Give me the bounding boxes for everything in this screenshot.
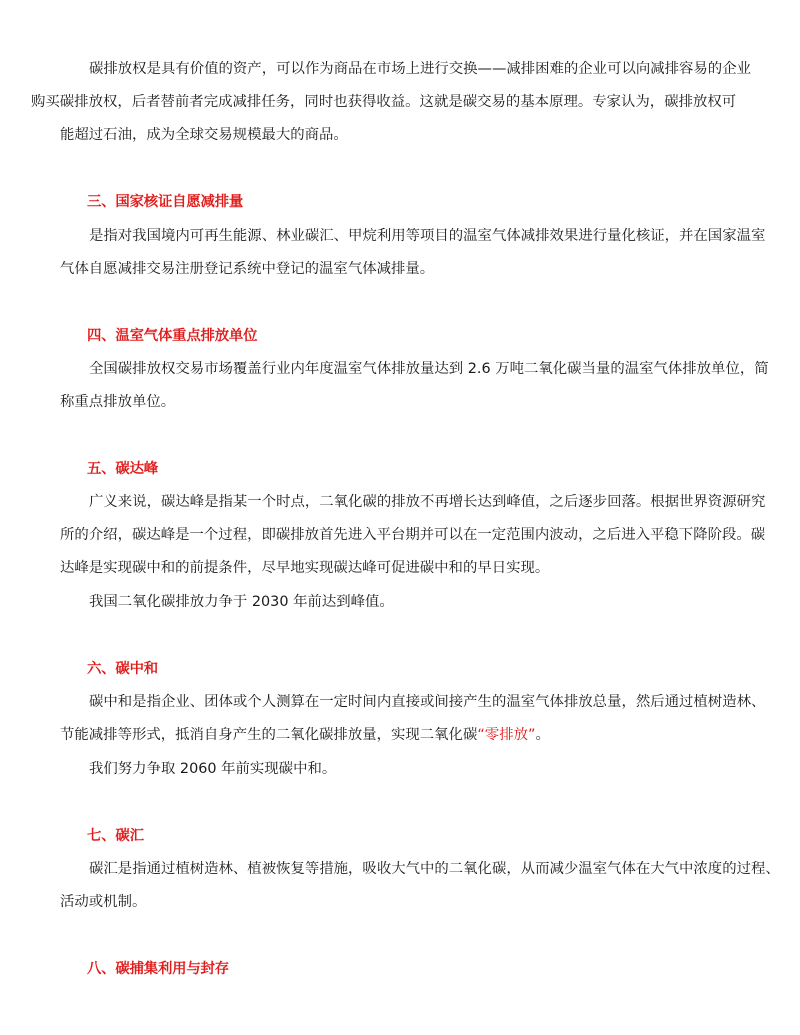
paragraph-carbon-trading	[31, 53, 751, 153]
zero-emission-highlight: “零排放”	[477, 727, 536, 744]
text-segment: 。	[535, 727, 550, 744]
text-line: 气体自愿减排交易注册登记系统中登记的温室气体减排量。	[60, 261, 435, 278]
section-heading-4: 四、温室气体重点排放单位	[87, 328, 258, 344]
section-heading-5: 五、碳达峰	[87, 461, 158, 477]
text-line: 达峰是实现碳中和的前提条件，尽早地实现碳达峰可促进碳中和的早日实现。	[60, 560, 550, 577]
text-line: 我国二氧化碳排放力争于 2030 年前达到峰值。	[89, 594, 394, 610]
section-6-body	[60, 686, 766, 752]
text-line	[31, 719, 748, 752]
section-5-body	[60, 486, 766, 586]
section-3-body	[60, 220, 766, 286]
text-line: 所的介绍，碳达峰是一个过程，即碳排放首先进入平台期并可以在一定范围内波动，之后进入平稳下降阶段。碳	[60, 527, 766, 544]
text-line: 能超过石油，成为全球交易规模最大的商品。	[60, 127, 348, 144]
section-6-target	[60, 753, 748, 786]
text-line: 全国碳排放权交易市场覆盖行业内年度温室气体排放量达到 2.6 万吨二氧化碳当量的温室气体排放单位，简	[89, 361, 769, 377]
section-heading-8: 八、碳捕集利用与封存	[87, 961, 229, 977]
text-line: 购买碳排放权，后者替前者完成减排任务，同时也获得收益。这就是碳交易的基本原理。专家认为，碳排放权可	[31, 94, 737, 111]
section-4-body	[60, 353, 769, 419]
text-line: 我们努力争取 2060 年前实现碳中和。	[89, 761, 337, 777]
text-line: 碳中和是指企业、团体或个人测算在一定时间内直接或间接产生的温室气体排放总量，然后通过植树造林、	[89, 694, 766, 710]
section-7-body	[60, 853, 780, 919]
section-heading-6: 六、碳中和	[87, 661, 158, 677]
text-line: 碳排放权是具有价值的资产，可以作为商品在市场上进行交换——减排困难的企业可以向减排容易的企业	[89, 61, 751, 77]
section-heading-7: 七、碳汇	[87, 828, 144, 844]
section-5-target	[60, 586, 748, 619]
text-line: 活动或机制。	[60, 894, 147, 911]
text-segment: 节能减排等形式，抵消自身产生的二氧化碳排放量，实现二氧化碳	[60, 727, 478, 744]
text-line: 广义来说，碳达峰是指某一个时点，二氧化碳的排放不再增长达到峰值，之后逐步回落。根据世界资源研究	[89, 494, 766, 510]
section-heading-3: 三、国家核证自愿减排量	[87, 194, 244, 210]
text-line: 称重点排放单位。	[60, 394, 176, 411]
text-line: 是指对我国境内可再生能源、林业碳汇、甲烷利用等项目的温室气体减排效果进行量化核证，并在国家温室	[89, 228, 766, 244]
text-line: 碳汇是指通过植树造林、植被恢复等措施，吸收大气中的二氧化碳，从而减少温室气体在大气中浓度的过程、	[89, 861, 780, 877]
